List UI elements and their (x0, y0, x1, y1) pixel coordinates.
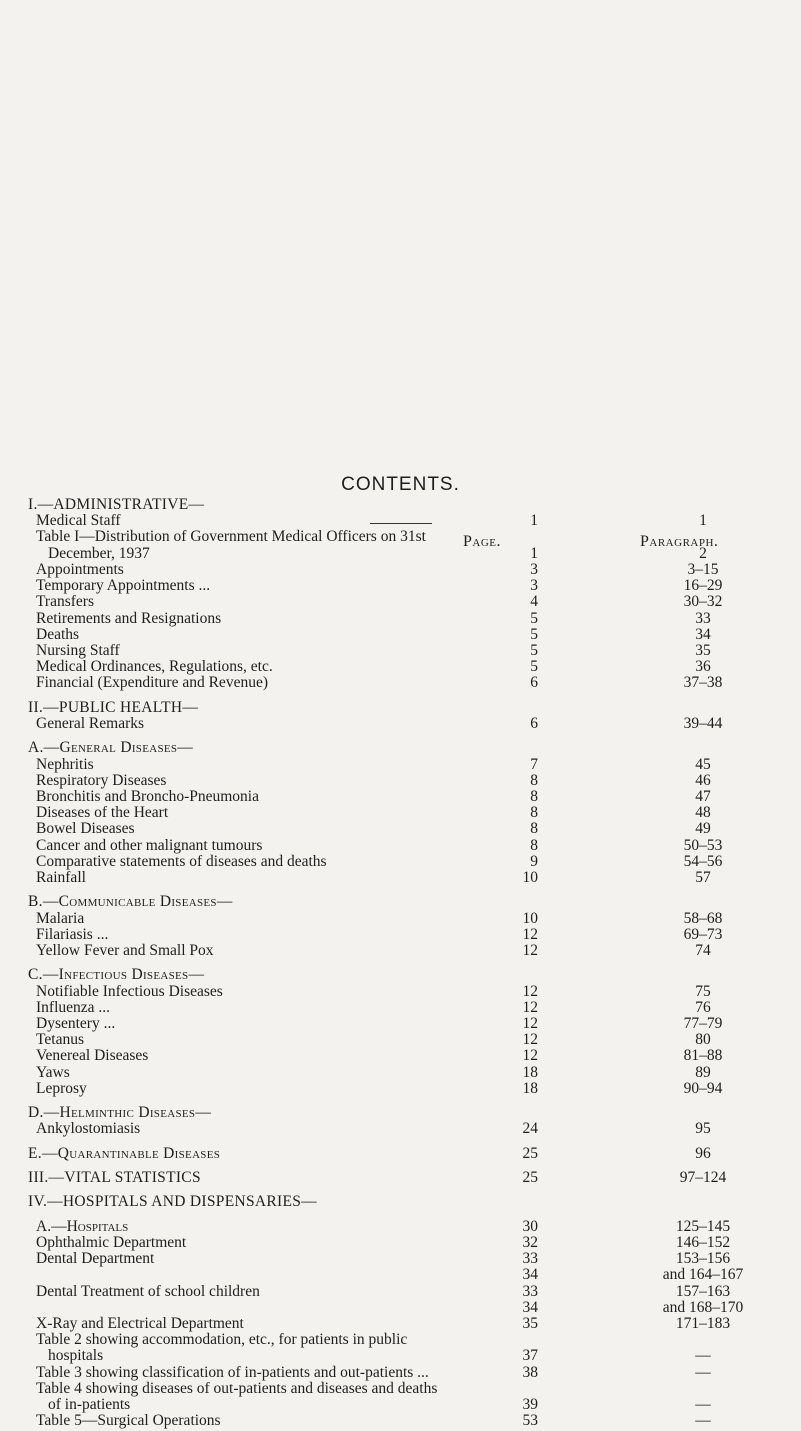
entry-label: Ophthalmic Department (36, 1234, 187, 1251)
entry-label: Venereal Diseases (36, 1047, 149, 1064)
entry-paragraph: 2 (699, 545, 707, 562)
entry-page: 6 (530, 715, 538, 732)
entry-paragraph: 16–29 (683, 577, 723, 594)
entry-page: 9 (530, 853, 538, 870)
entry-page: 5 (530, 610, 538, 627)
entry-paragraph: 33 (695, 610, 711, 627)
toc-entry (28, 1168, 780, 1188)
entry-label: Respiratory Diseases (36, 772, 167, 789)
entry-paragraph: 125–145 (675, 1218, 731, 1235)
entry-label: E.—Quarantinable Diseases (28, 1145, 221, 1162)
entry-label: Table I—Distribution of Government Medical Officers on 31st (36, 528, 426, 545)
entry-paragraph: 36 (695, 658, 711, 675)
entry-label: Appointments (36, 561, 124, 578)
entry-page: 38 (522, 1364, 538, 1381)
entry-paragraph: 171–183 (675, 1315, 731, 1332)
entry-label: X-Ray and Electrical Department (36, 1315, 244, 1332)
entry-label: I.—ADMINISTRATIVE— (28, 496, 205, 513)
entry-label: Table 4 showing diseases of out-patients and diseases and deaths (36, 1380, 438, 1397)
entry-label: D.—Helminthic Diseases— (28, 1104, 212, 1121)
entry-page: 12 (522, 983, 538, 1000)
entry-label: Filariasis ... (36, 926, 109, 943)
entry-paragraph: 35 (695, 642, 711, 659)
entry-page: 37 (522, 1347, 538, 1364)
entry-page: 8 (530, 837, 538, 854)
entry-page: 5 (530, 642, 538, 659)
entry-page: 34 (522, 1266, 538, 1283)
entry-label: Comparative statements of diseases and deaths (36, 853, 327, 870)
entry-label: II.—PUBLIC HEALTH— (28, 699, 199, 716)
entry-label: Retirements and Resignations (36, 610, 222, 627)
entry-label: Nephritis (36, 756, 94, 773)
entry-page: 12 (522, 1031, 538, 1048)
entry-label: Dysentery ... (36, 1015, 116, 1032)
entry-page: 4 (530, 593, 538, 610)
entry-label: Diseases of the Heart (36, 804, 169, 821)
entry-paragraph: 48 (695, 804, 711, 821)
entry-page: 8 (530, 788, 538, 805)
entry-label: General Remarks (36, 715, 145, 732)
entry-paragraph: 69–73 (683, 926, 723, 943)
entry-page: 12 (522, 1015, 538, 1032)
toc-entry (28, 673, 780, 693)
entry-paragraph: 47 (695, 788, 711, 805)
entry-paragraph: 77–79 (683, 1015, 723, 1032)
entry-label: Table 2 showing accommodation, etc., for patients in public (36, 1331, 408, 1348)
entry-paragraph: 30–32 (683, 593, 723, 610)
entry-paragraph: 97–124 (679, 1169, 727, 1186)
entry-paragraph: 3–15 (687, 561, 719, 578)
entry-paragraph: 75 (695, 983, 711, 1000)
toc-entry (28, 1079, 780, 1099)
column-header-paragraph: Paragraph. (640, 533, 719, 550)
entry-page: 33 (522, 1250, 538, 1267)
entry-paragraph: 81–88 (683, 1047, 723, 1064)
entry-label: Leprosy (36, 1080, 87, 1097)
entry-paragraph: 58–68 (683, 910, 723, 927)
page-title: CONTENTS. (341, 474, 460, 495)
entry-label: Nursing Staff (36, 642, 120, 659)
entry-paragraph: — (695, 1412, 711, 1429)
entry-label: Dental Department (36, 1250, 155, 1267)
entry-label: Yaws (36, 1064, 70, 1081)
entry-label: Bowel Diseases (36, 820, 135, 837)
entry-page: 35 (522, 1315, 538, 1332)
entry-label: Dental Treatment of school children (36, 1283, 260, 1300)
entry-page: 3 (530, 561, 538, 578)
entry-page: 18 (522, 1080, 538, 1097)
entry-page: 18 (522, 1064, 538, 1081)
entry-page: 53 (522, 1412, 538, 1429)
toc-entry (28, 714, 780, 734)
entry-page: 12 (522, 999, 538, 1016)
entry-page: 8 (530, 772, 538, 789)
entry-paragraph: 50–53 (683, 837, 723, 854)
entry-label: Bronchitis and Broncho-Pneumonia (36, 788, 259, 805)
entry-label: Cancer and other malignant tumours (36, 837, 263, 854)
entry-paragraph: 49 (695, 820, 711, 837)
entry-paragraph: — (695, 1364, 711, 1381)
entry-page: 12 (522, 942, 538, 959)
entry-label: Ankylostomiasis (36, 1120, 141, 1137)
entry-page: 10 (522, 869, 538, 886)
entry-page: 32 (522, 1234, 538, 1251)
entry-page: 1 (530, 512, 538, 529)
entry-paragraph: 157–163 (675, 1283, 731, 1300)
entry-page: 24 (522, 1120, 538, 1137)
entry-label: B.—Communicable Diseases— (28, 893, 233, 910)
entry-paragraph: 89 (695, 1064, 711, 1081)
entry-page: 39 (522, 1396, 538, 1413)
entry-label: Table 3 showing classification of in-patients and out-patients ... (36, 1364, 429, 1381)
entry-paragraph: and 164–167 (662, 1266, 744, 1283)
entry-page: 8 (530, 820, 538, 837)
entry-label: Deaths (36, 626, 80, 643)
entry-page: 12 (522, 1047, 538, 1064)
toc-entry (28, 1119, 780, 1139)
entry-label: III.—VITAL STATISTICS (28, 1169, 201, 1186)
entry-paragraph: 54–56 (683, 853, 723, 870)
entry-label: Malaria (36, 910, 85, 927)
entry-label: C.—Infectious Diseases— (28, 966, 205, 983)
entry-page: 3 (530, 577, 538, 594)
toc-entry (28, 868, 780, 888)
entry-label: Medical Staff (36, 512, 121, 529)
entry-paragraph: 34 (695, 626, 711, 643)
entry-paragraph: 46 (695, 772, 711, 789)
toc-entry (28, 1144, 780, 1164)
entry-label: Tetanus (36, 1031, 84, 1048)
entry-page: 25 (522, 1145, 538, 1162)
entry-page: 7 (530, 756, 538, 773)
entry-label: Yellow Fever and Small Pox (36, 942, 214, 959)
entry-label: IV.—HOSPITALS AND DISPENSARIES— (28, 1193, 317, 1210)
entry-label: Notifiable Infectious Diseases (36, 983, 223, 1000)
entry-paragraph: 95 (695, 1120, 711, 1137)
entry-label: A.—General Diseases— (28, 739, 194, 756)
entry-page: 6 (530, 674, 538, 691)
entry-paragraph: 153–156 (675, 1250, 731, 1267)
entry-page: 33 (522, 1283, 538, 1300)
entry-paragraph: 57 (695, 869, 711, 886)
entry-label: Table 5—Surgical Operations (36, 1412, 221, 1429)
entry-paragraph: — (695, 1396, 711, 1413)
entry-page: 12 (522, 926, 538, 943)
entry-paragraph: 96 (695, 1145, 711, 1162)
column-header-page: Page. (463, 533, 502, 550)
entry-paragraph: 80 (695, 1031, 711, 1048)
entry-label: Financial (Expenditure and Revenue) (36, 674, 268, 691)
entry-paragraph: 39–44 (683, 715, 723, 732)
entry-paragraph: — (695, 1347, 711, 1364)
entry-paragraph: 45 (695, 756, 711, 773)
entry-page: 5 (530, 626, 538, 643)
entry-paragraph: 1 (699, 512, 707, 529)
entry-page: 8 (530, 804, 538, 821)
entry-paragraph: 37–38 (683, 674, 723, 691)
toc-entry (28, 1192, 780, 1212)
entry-paragraph: 76 (695, 999, 711, 1016)
entry-label: of in-patients (48, 1396, 131, 1413)
entry-label: A.—Hospitals (36, 1218, 129, 1235)
entry-paragraph: 146–152 (675, 1234, 731, 1251)
entry-label: Influenza ... (36, 999, 111, 1016)
entry-label: Transfers (36, 593, 94, 610)
entry-page: 34 (522, 1299, 538, 1316)
entry-page: 1 (530, 545, 538, 562)
entry-paragraph: 90–94 (683, 1080, 723, 1097)
entry-page: 25 (522, 1169, 538, 1186)
entry-page: 30 (522, 1218, 538, 1235)
entry-label: Medical Ordinances, Regulations, etc. (36, 658, 273, 675)
entry-label: hospitals (48, 1347, 104, 1364)
entry-label: December, 1937 (48, 545, 150, 562)
entry-paragraph: and 168–170 (662, 1299, 744, 1316)
toc-entry (28, 941, 780, 961)
entry-page: 10 (522, 910, 538, 927)
entry-label: Rainfall (36, 869, 86, 886)
entry-paragraph: 74 (695, 942, 711, 959)
entry-page: 5 (530, 658, 538, 675)
entry-label: Temporary Appointments ... (36, 577, 211, 594)
toc-entry (28, 1411, 780, 1431)
